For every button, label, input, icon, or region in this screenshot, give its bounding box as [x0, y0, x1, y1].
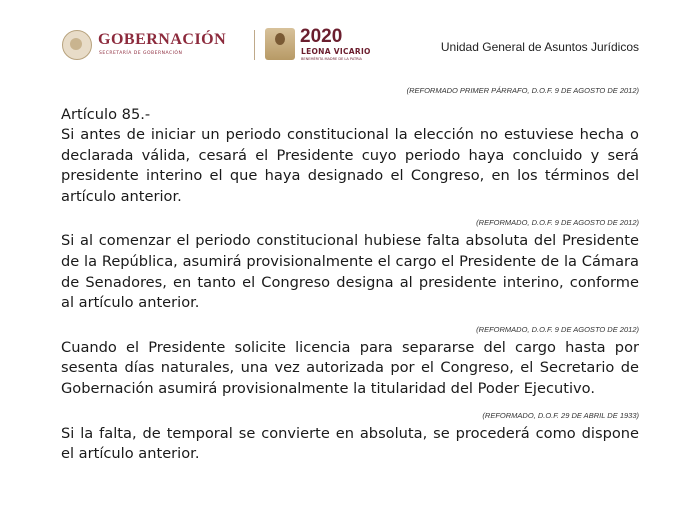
national-seal-icon [62, 30, 92, 60]
leona-vicario-portrait-icon [265, 28, 295, 60]
commemorative-tagline: BENEMÉRITA MADRE DE LA PATRIA [301, 57, 362, 61]
page-header [0, 0, 700, 80]
reform-note: (REFORMADO, D.O.F. 9 DE AGOSTO DE 2012) [476, 324, 639, 334]
unit-name: Unidad General de Asuntos Jurídicos [440, 40, 639, 54]
logo-title: GOBERNACIÓN [98, 31, 227, 48]
reform-note: (REFORMADO PRIMER PÁRRAFO, D.O.F. 9 DE AGOSTO DE 2012) [406, 86, 639, 95]
article-title: Artículo 85.- [61, 106, 151, 123]
logo-subtitle: SECRETARÍA DE GOBERNACIÓN [99, 51, 183, 56]
commemorative-year: 2020 [300, 26, 343, 47]
article-paragraph: Si al comenzar el periodo constitucional hubiese falta absoluta del Presidente de la República, asumirá provisionalmente el cargo el Presidente de la Cámara de Senadores, en tanto el Congreso designa al presidente interino, conforme al artículo anterior. [61, 232, 639, 312]
article-paragraph: Cuando el Presidente solicite licencia para separarse del cargo hasta por sesenta días naturales, una vez autorizada por el Congreso, el Secretario de Gobernación asumirá provisionalmente la titularidad del Poder Ejecutivo. [61, 338, 639, 397]
reform-note: (REFORMADO, D.O.F. 29 DE ABRIL DE 1933) [482, 410, 639, 420]
article-paragraph: Si la falta, de temporal se convierte en absoluta, se procederá como dispone el artículo anterior. [61, 424, 639, 463]
article-paragraph: Si antes de iniciar un periodo constitucional la elección no estuviese hecha o declarada válida, cesará el Presidente cuyo periodo haya concluido y será presidente interino el que haya designado el Congreso, en los términos del artículo anterior. [61, 126, 639, 205]
logo-divider [254, 30, 255, 60]
commemorative-name: LEONA VICARIO [301, 47, 371, 56]
reform-note: (REFORMADO, D.O.F. 9 DE AGOSTO DE 2012) [476, 218, 639, 228]
document-body [61, 86, 639, 465]
